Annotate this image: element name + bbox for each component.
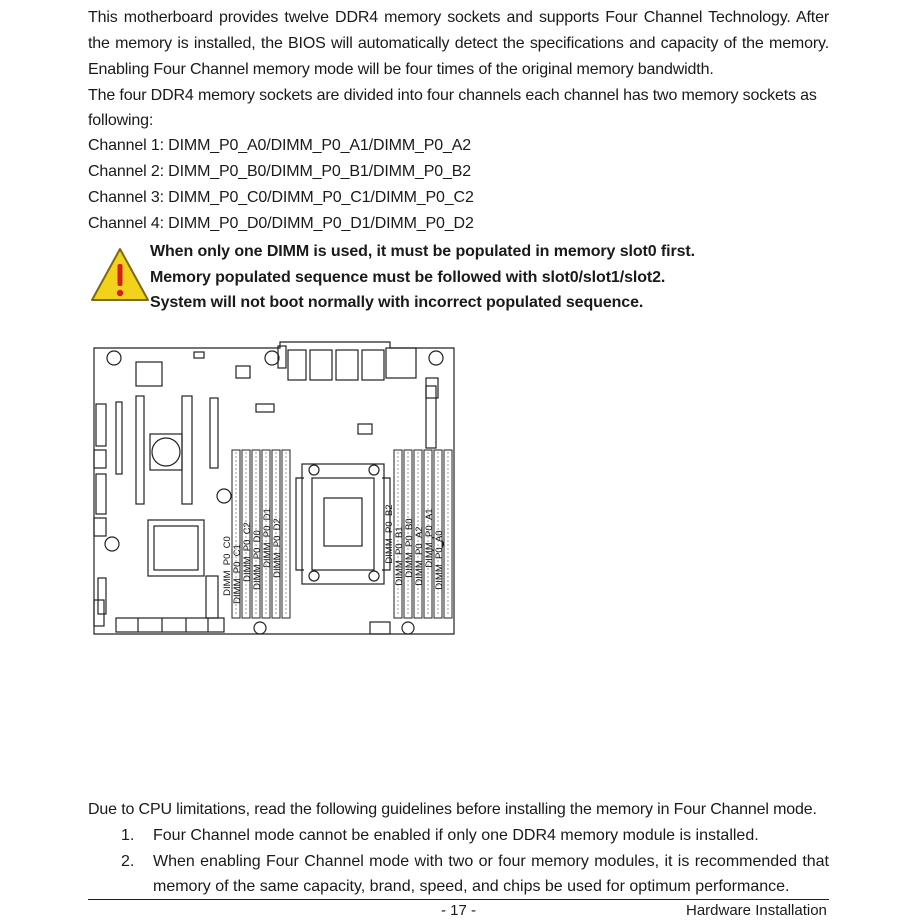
warning-line-1: When only one DIMM is used, it must be populated in memory slot0 first. <box>150 243 695 260</box>
footer-rule <box>88 899 829 900</box>
channel-4: Channel 4: DIMM_P0_D0/DIMM_P0_D1/DIMM_P0_D2 <box>88 215 474 232</box>
warning-line-3: System will not boot normally with incorrect populated sequence. <box>150 294 644 311</box>
dimm-label-b1: DIMM_P0_B1 <box>394 526 405 586</box>
dimm-label-d2: DIMM_P0_D2 <box>272 518 283 578</box>
dimm-label-a2: DIMM_P0_A2 <box>414 526 425 586</box>
intro-line-5: following: <box>88 112 154 129</box>
guideline-2-number: 2. <box>121 853 135 870</box>
page-number: - 17 - <box>441 902 477 919</box>
dimm-label-c1: DIMM_P0_C1 <box>232 544 243 604</box>
dimm-label-c2: DIMM_P0_C2 <box>242 522 253 582</box>
dimm-label-d0: DIMM_P0_D0 <box>252 530 263 590</box>
dimm-label-a1: DIMM_P0_A1 <box>424 508 435 568</box>
intro-line-3: Enabling Four Channel memory mode will be four times of the original memory bandwidth. <box>88 61 714 78</box>
dimm-label-d1: DIMM_P0_D1 <box>262 508 273 568</box>
dimm-label-b2: DIMM_P0_B2 <box>384 504 395 564</box>
intro-line-4: The four DDR4 memory sockets are divided into four channels each channel has two memory sockets as <box>88 87 817 104</box>
dimm-label-c0: DIMM_P0_C0 <box>222 536 233 596</box>
guidelines-intro: Due to CPU limitations, read the following guidelines before installing the memory in Four Channel mode. <box>88 801 817 818</box>
channel-2: Channel 2: DIMM_P0_B0/DIMM_P0_B1/DIMM_P0_B2 <box>88 163 472 180</box>
section-title: Hardware Installation <box>686 902 827 919</box>
channel-1: Channel 1: DIMM_P0_A0/DIMM_P0_A1/DIMM_P0_A2 <box>88 137 472 154</box>
intro-line-2: the memory is installed, the BIOS will automatically detect the specifications and capacity of the memory. <box>88 35 829 52</box>
warning-line-2: Memory populated sequence must be followed with slot0/slot1/slot2. <box>150 269 666 286</box>
channel-3: Channel 3: DIMM_P0_C0/DIMM_P0_C1/DIMM_P0_C2 <box>88 189 474 206</box>
guideline-1-text: Four Channel mode cannot be enabled if only one DDR4 memory module is installed. <box>153 827 759 844</box>
motherboard-diagram <box>90 338 460 640</box>
warning-triangle-icon <box>89 246 151 304</box>
intro-line-1: This motherboard provides twelve DDR4 memory sockets and supports Four Channel Technology. After <box>88 9 829 26</box>
guideline-2-text-line-1: When enabling Four Channel mode with two or four memory modules, it is recommended that <box>153 853 829 870</box>
guideline-1-number: 1. <box>121 827 135 844</box>
dimm-label-b0: DIMM_P0_B0 <box>404 518 415 578</box>
guideline-2-text-line-2: memory of the same capacity, brand, speed, and chips be used for optimum performance. <box>153 878 790 895</box>
dimm-label-a0: DIMM_P0_A0 <box>434 530 445 590</box>
